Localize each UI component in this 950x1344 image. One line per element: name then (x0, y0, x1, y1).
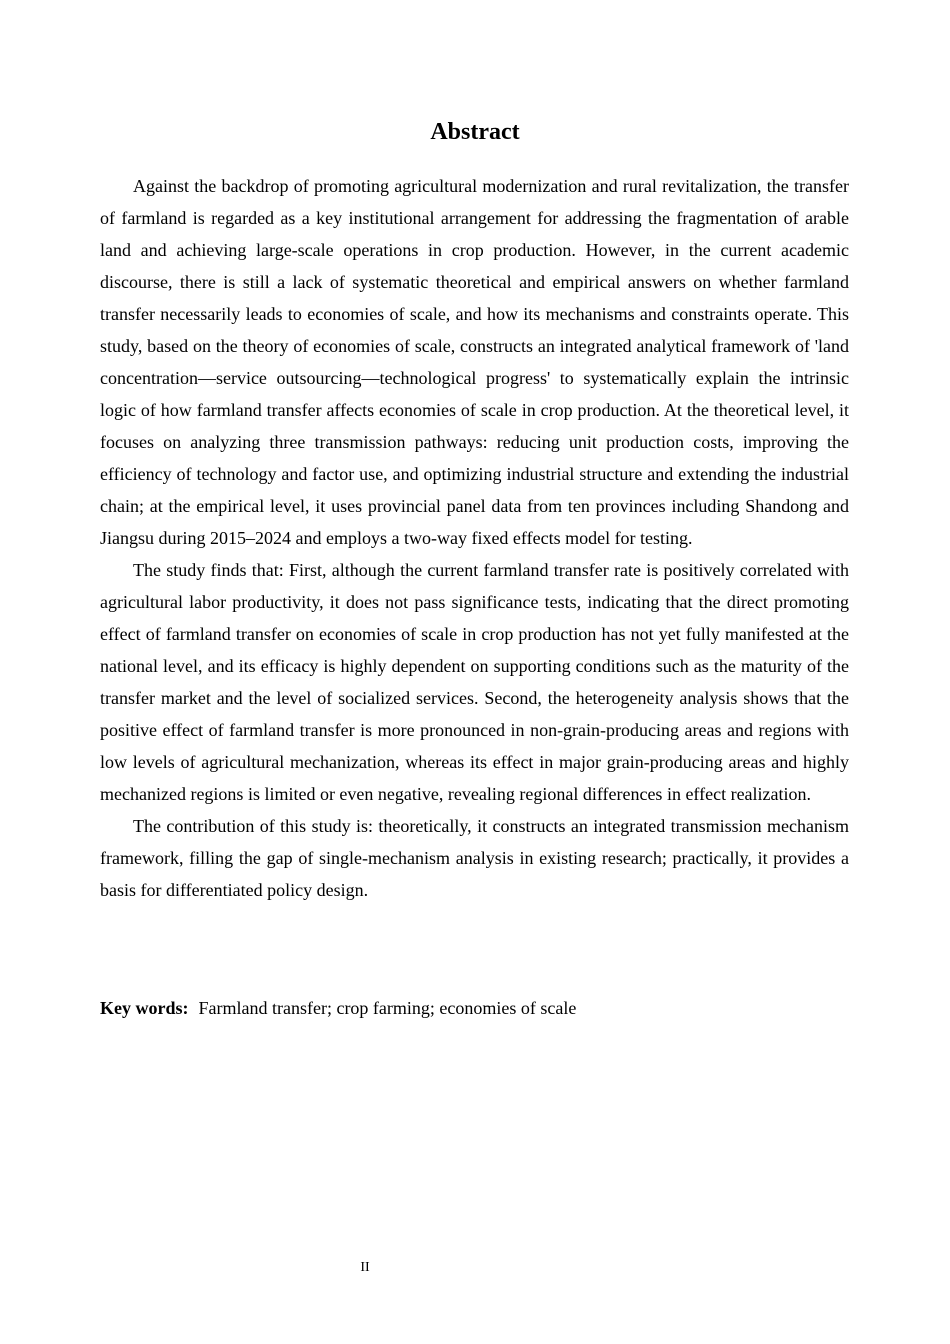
keywords-line (100, 992, 849, 1024)
page-number: II (360, 1260, 370, 1275)
abstract-paragraph-1: Against the backdrop of promoting agricultural modernization and rural revitalization, the transfer of farmland is regarded as a key institutional arrangement for addressing the fragmentation of arable land and achieving large-scale operations in crop production. However, in the current academic discourse, there is still a lack of systematic theoretical and empirical answers on whether farmland transfer necessarily leads to economies of scale, and how its mechanisms and constraints operate. This study, based on the theory of economies of scale, constructs an integrated analytical framework of 'land concentration—service outsourcing—technological progress' to systematically explain the intrinsic logic of how farmland transfer affects economies of scale in crop production. At the theoretical level, it focuses on analyzing three transmission pathways: reducing unit production costs, improving the efficiency of technology and factor use, and optimizing industrial structure and extending the industrial chain; at the empirical level, it uses provincial panel data from ten provinces including Shandong and Jiangsu during 2015–2024 and employs a two-way fixed effects model for testing. (100, 176, 849, 548)
keywords-label: Key words: (100, 998, 189, 1018)
abstract-title: Abstract (430, 119, 520, 145)
abstract-paragraph-2: The study finds that: First, although the current farmland transfer rate is positively correlated with agricultural labor productivity, it does not pass significance tests, indicating that the direct promoting effect of farmland transfer on economies of scale in crop production has not yet fully manifested at the national level, and its efficacy is highly dependent on supporting conditions such as the maturity of the transfer market and the level of socialized services. Second, the heterogeneity analysis shows that the positive effect of farmland transfer is more pronounced in non-grain-producing areas and regions with low levels of agricultural mechanization, whereas its effect in major grain-producing areas and highly mechanized regions is limited or even negative, revealing regional differences in effect realization. (100, 560, 849, 804)
abstract-body (100, 170, 849, 906)
abstract-paragraph-3: The contribution of this study is: theoretically, it constructs an integrated transmission mechanism framework, filling the gap of single-mechanism analysis in existing research; practically, it provides a basis for differentiated policy design. (100, 816, 849, 900)
keywords-value: Farmland transfer; crop farming; economies of scale (198, 998, 577, 1018)
